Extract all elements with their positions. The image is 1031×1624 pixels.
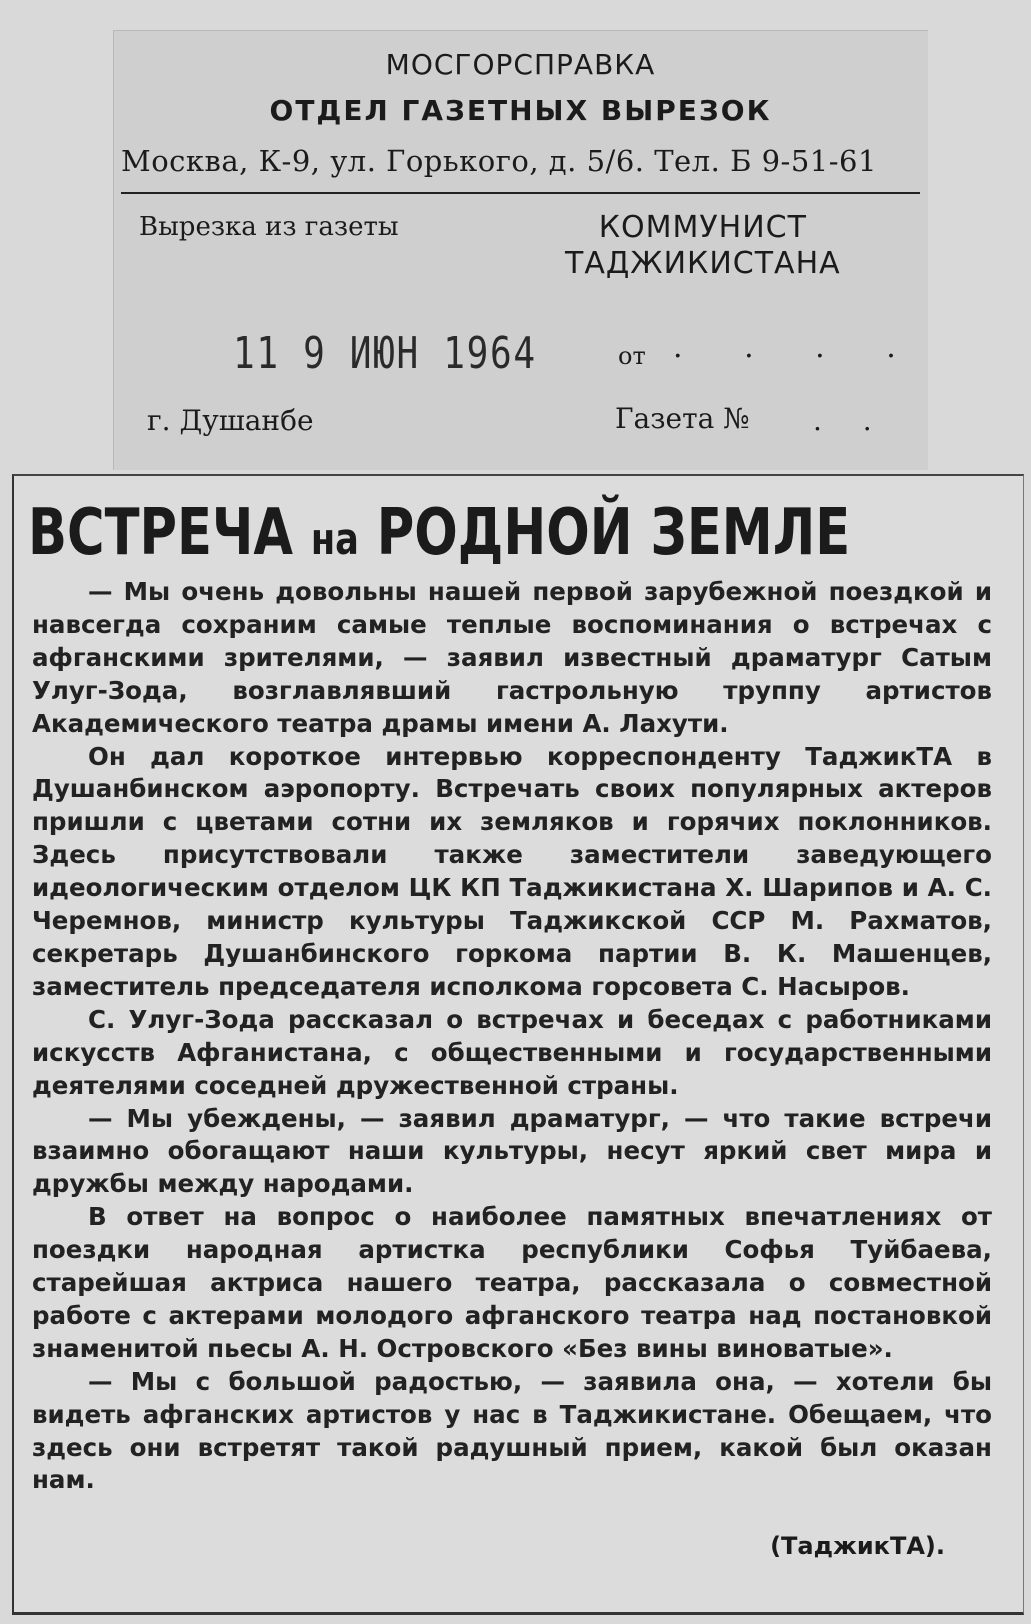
article-clipping — [12, 474, 1024, 1615]
divider — [121, 192, 920, 194]
newspaper-name — [565, 210, 841, 282]
date-stamp: 11 9 ИЮН 1964 — [233, 328, 537, 379]
headline-part-3: РОДНОЙ ЗЕМЛЕ — [376, 496, 851, 570]
paragraph: — Мы очень довольны нашей первой зарубежной поездкой и навсегда сохраним самые теплые воспоминания о встречах с афганскими зрителями, — заявил известный драматург Сатым Улуг-Зода, возглавлявший гастрольную труппу артистов Академического театра драмы имени А. Лахути. — [32, 577, 992, 738]
cutting-from-label: Вырезка из газеты — [139, 212, 399, 242]
headline-part-1: ВСТРЕЧА — [28, 496, 294, 570]
clipping-service-slip — [113, 30, 928, 470]
ot-label: от — [618, 342, 646, 370]
paragraph: — Мы с большой радостью, — заявила она, — хотели бы видеть афганских артистов у нас в Таджикистане. Обещаем, что здесь они встретят такой радушный прием, какой был оказан нам. — [32, 1366, 992, 1495]
article-headline — [28, 496, 851, 570]
newspaper-name-line-2: ТАДЖИКИСТАНА — [565, 246, 841, 281]
paragraph: В ответ на вопрос о наиболее памятных впечатлениях от поездки народная артистка республики Софья Туйбаева, старейшая актриса нашего театра, рассказала о совместной работе с актерами молодого афганского театра над постановкой знаменитой пьесы А. Н. Островского «Без вины виноватые». — [32, 1202, 992, 1363]
newspaper-name-line-1: КОММУНИСТ — [598, 210, 807, 245]
org-name: МОСГОРСПРАВКА — [385, 48, 656, 81]
headline-part-2: на — [310, 514, 359, 565]
ot-dots: . . . . — [673, 330, 922, 365]
issue-number-label: Газета № — [615, 402, 750, 435]
issue-number-dots: . . — [813, 404, 888, 437]
paragraph: — Мы убеждены, — заявил драматург, — что такие встречи взаимно обогащают наши культуры, несут яркий свет мира и дружбы между народами. — [32, 1103, 992, 1199]
news-agency-credit: (ТаджикТА). — [770, 1532, 945, 1560]
paragraph: Он дал короткое интервью корреспонденту ТаджикТА в Душанбинском аэропорту. Встречать своих популярных актеров пришли с цветами сотни их земляков и горячих поклонников. Здесь присутствовали также заместители заведующего идеологическим отделом ЦК КП Таджикистана Х. Шарипов и А. С. Черемнов, министр культуры Таджикской ССР М. Рахматов, секретарь Душанбинского горкома партии В. К. Машенцев, заместитель председателя исполкома горсовета С. Насыров. — [32, 741, 992, 1001]
city-label: г. Душанбе — [147, 404, 314, 437]
paragraph: С. Улуг-Зода рассказал о встречах и беседах с работниками искусств Афганистана, с общественными и государственными деятелями соседней дружественной страны. — [32, 1004, 992, 1100]
article-body — [32, 576, 992, 1497]
department-name: ОТДЕЛ ГАЗЕТНЫХ ВЫРЕЗОК — [269, 94, 772, 127]
address-line: Москва, К-9, ул. Горького, д. 5/6. Тел. Б 9-51-61 — [121, 144, 877, 178]
